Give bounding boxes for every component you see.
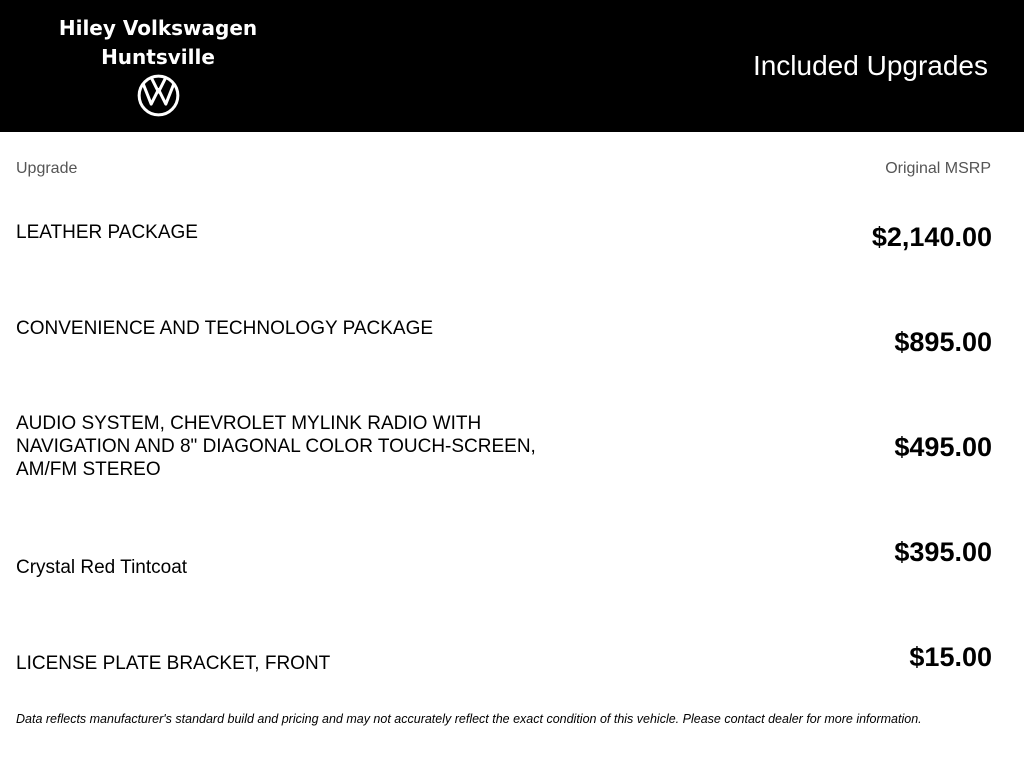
page-title: Included Upgrades — [752, 50, 988, 81]
upgrade-price: $895.00 — [894, 327, 992, 357]
upgrade-name: CONVENIENCE AND TECHNOLOGY PACKAGE — [16, 318, 434, 339]
upgrade-price: $395.00 — [894, 537, 992, 567]
upgrade-name: LICENSE PLATE BRACKET, FRONT — [16, 653, 331, 674]
disclaimer: Data reflects manufacturer's standard build and pricing and may not accurately reflect the exact condition of this vehicle. Please contact dealer for more information. — [16, 712, 922, 726]
upgrade-price: $2,140.00 — [871, 222, 992, 252]
upgrade-name: Crystal Red Tintcoat — [16, 557, 188, 578]
dealer-name — [58, 14, 258, 72]
upgrade-name: LEATHER PACKAGE — [16, 222, 198, 243]
header-banner — [0, 0, 1024, 132]
column-header-msrp: Original MSRP — [885, 160, 991, 177]
dealer-name-line2: Huntsville — [101, 45, 215, 69]
upgrade-name: AUDIO SYSTEM, CHEVROLET MYLINK RADIO WITH NAVIGATION AND 8" DIAGONAL COLOR TOUCH-SCREEN, AM/FM STEREO — [16, 413, 536, 480]
volkswagen-logo-icon — [137, 74, 180, 117]
column-header-upgrade: Upgrade — [16, 160, 78, 177]
upgrade-price: $495.00 — [894, 432, 992, 462]
dealer-name-line1: Hiley Volkswagen — [58, 16, 258, 40]
upgrade-price: $15.00 — [909, 642, 992, 672]
